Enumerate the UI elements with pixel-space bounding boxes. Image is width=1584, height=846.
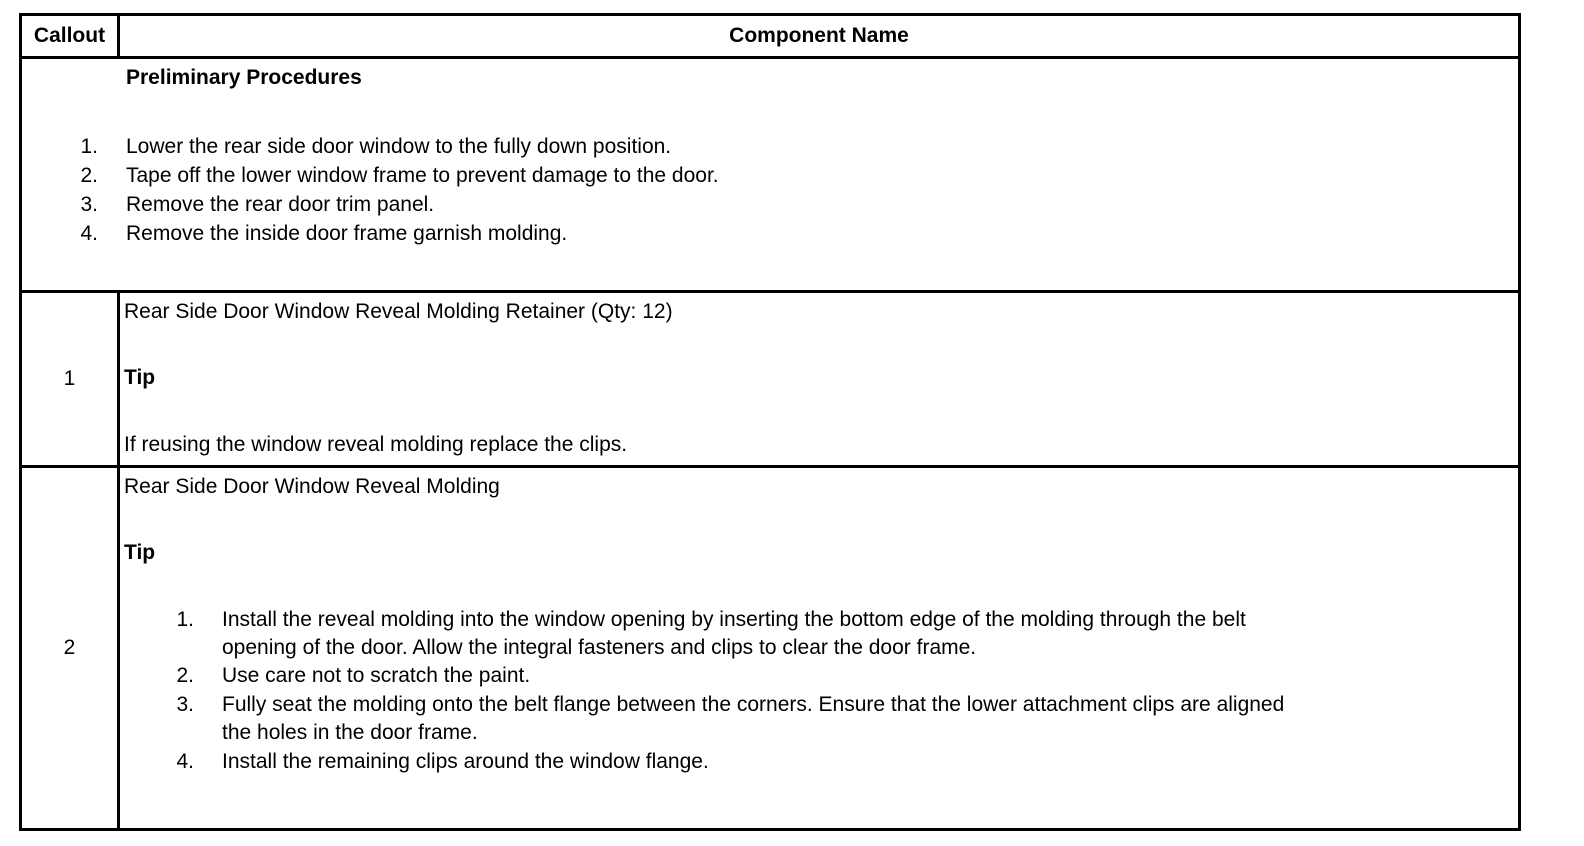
- tip-step-text: Install the remaining clips around the window flange.: [222, 750, 709, 773]
- preliminary-row: [22, 56, 1518, 290]
- tip-step-text-continued: opening of the door. Allow the integral fasteners and clips to clear the door frame.: [222, 636, 977, 659]
- preliminary-title: Preliminary Procedures: [126, 66, 362, 89]
- tip-text: If reusing the window reveal molding replace the clips.: [124, 433, 628, 456]
- component-name: Rear Side Door Window Reveal Molding Retainer (Qty: 12): [124, 300, 673, 323]
- callout-number: 2: [63, 636, 76, 659]
- tip-step-number: 2.: [176, 664, 194, 687]
- tip-step-number: 3.: [176, 693, 194, 716]
- procedure-table: [19, 13, 1521, 831]
- preliminary-step-text: Lower the rear side door window to the fully down position.: [126, 135, 672, 158]
- preliminary-step-text: Remove the inside door frame garnish molding.: [126, 222, 568, 245]
- callout-number: 1: [63, 367, 76, 390]
- header-callout: Callout: [33, 24, 106, 47]
- preliminary-step-text: Tape off the lower window frame to prevent damage to the door.: [126, 164, 719, 187]
- preliminary-step-number: 2.: [80, 164, 98, 187]
- tip-step-number: 4.: [176, 750, 194, 773]
- preliminary-step-text: Remove the rear door trim panel.: [126, 193, 435, 216]
- table-row: [22, 290, 1518, 465]
- preliminary-step-number: 3.: [80, 193, 98, 216]
- table-header-row: [22, 16, 1518, 56]
- component-name: Rear Side Door Window Reveal Molding: [124, 475, 500, 498]
- preliminary-step-number: 4.: [80, 222, 98, 245]
- tip-step-text: Fully seat the molding onto the belt flange between the corners. Ensure that the lower attachment clips are aligned: [222, 693, 1285, 716]
- tip-label: Tip: [124, 366, 156, 389]
- tip-step-text: Install the reveal molding into the window opening by inserting the bottom edge of the molding through the belt: [222, 608, 1246, 631]
- table-row: [22, 465, 1518, 828]
- tip-step-text-continued: the holes in the door frame.: [222, 721, 478, 744]
- column-divider: [117, 293, 120, 465]
- header-component-name: Component Name: [729, 24, 909, 47]
- tip-step-text: Use care not to scratch the paint.: [222, 664, 531, 687]
- tip-label: Tip: [124, 541, 156, 564]
- preliminary-step-number: 1.: [80, 135, 98, 158]
- column-divider: [117, 468, 120, 828]
- tip-step-number: 1.: [176, 608, 194, 631]
